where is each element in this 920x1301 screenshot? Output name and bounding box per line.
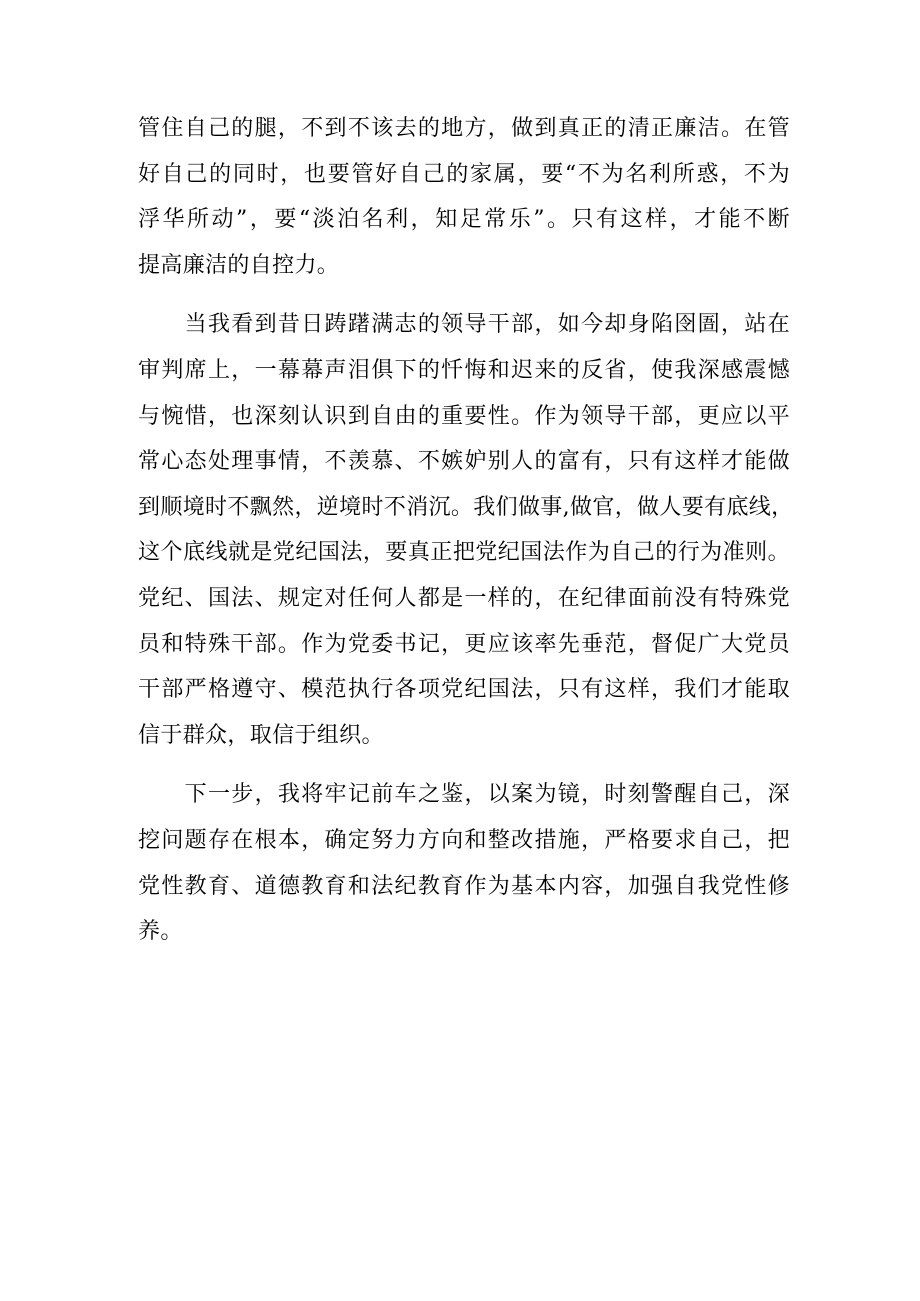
paragraph-line: 党纪、国法、规定对任何人都是一样的，在纪律面前没有特殊党 bbox=[138, 585, 790, 611]
paragraph-line: 好自己的同时，也要管好自己的家属，要“不为名利所惑，不为 bbox=[138, 161, 790, 187]
paragraph-line: 挖问题存在根本，确定努力方向和整改措施，严格要求自己，把 bbox=[138, 827, 790, 853]
paragraph-line: 审判席上，一幕幕声泪俱下的忏悔和迟来的反省，使我深感震憾 bbox=[138, 357, 790, 383]
paragraph-line: 员和特殊干部。作为党委书记，更应该率先垂范，督促广大党员 bbox=[138, 631, 790, 657]
paragraph-line: 养。 bbox=[138, 919, 183, 945]
body-text bbox=[138, 106, 794, 955]
paragraph-line: 干部严格遵守、模范执行各项党纪国法，只有这样，我们才能取 bbox=[138, 677, 790, 703]
paragraph-line: 浮华所动”，要“淡泊名利，知足常乐”。只有这样，才能不断 bbox=[138, 207, 790, 233]
paragraph-line: 与惋惜，也深刻认识到自由的重要性。作为领导干部，更应以平 bbox=[138, 403, 790, 429]
paragraph-gap bbox=[138, 758, 790, 772]
paragraph-line: 到顺境时不飘然，逆境时不消沉。我们做事,做官，做人要有底线， bbox=[138, 494, 794, 520]
paragraph-line: 这个底线就是党纪国法，要真正把党纪国法作为自己的行为准则。 bbox=[138, 540, 790, 566]
paragraph-2 bbox=[138, 302, 794, 758]
paragraph-line: 管住自己的腿，不到不该去的地方，做到真正的清正廉洁。在管 bbox=[138, 116, 790, 141]
paragraph-line: 下一步，我将牢记前车之鉴，以案为镜，时刻警醒自己，深 bbox=[138, 782, 790, 808]
paragraph-line: 提高廉洁的自控力。 bbox=[138, 252, 340, 278]
paragraph-line: 党性教育、道德教育和法纪教育作为基本内容，加强自我党性修 bbox=[138, 873, 790, 899]
paragraph-1 bbox=[138, 106, 790, 288]
paragraph-3 bbox=[138, 772, 790, 954]
paragraph-line: 常心态处理事情，不羡慕、不嫉妒别人的富有，只有这样才能做 bbox=[138, 449, 790, 475]
paragraph-line: 当我看到昔日踌躇满志的领导干部，如今却身陷囹圄，站在 bbox=[138, 312, 790, 338]
paragraph-gap bbox=[138, 288, 790, 302]
paragraph-line: 信于群众，取信于组织。 bbox=[138, 722, 384, 748]
